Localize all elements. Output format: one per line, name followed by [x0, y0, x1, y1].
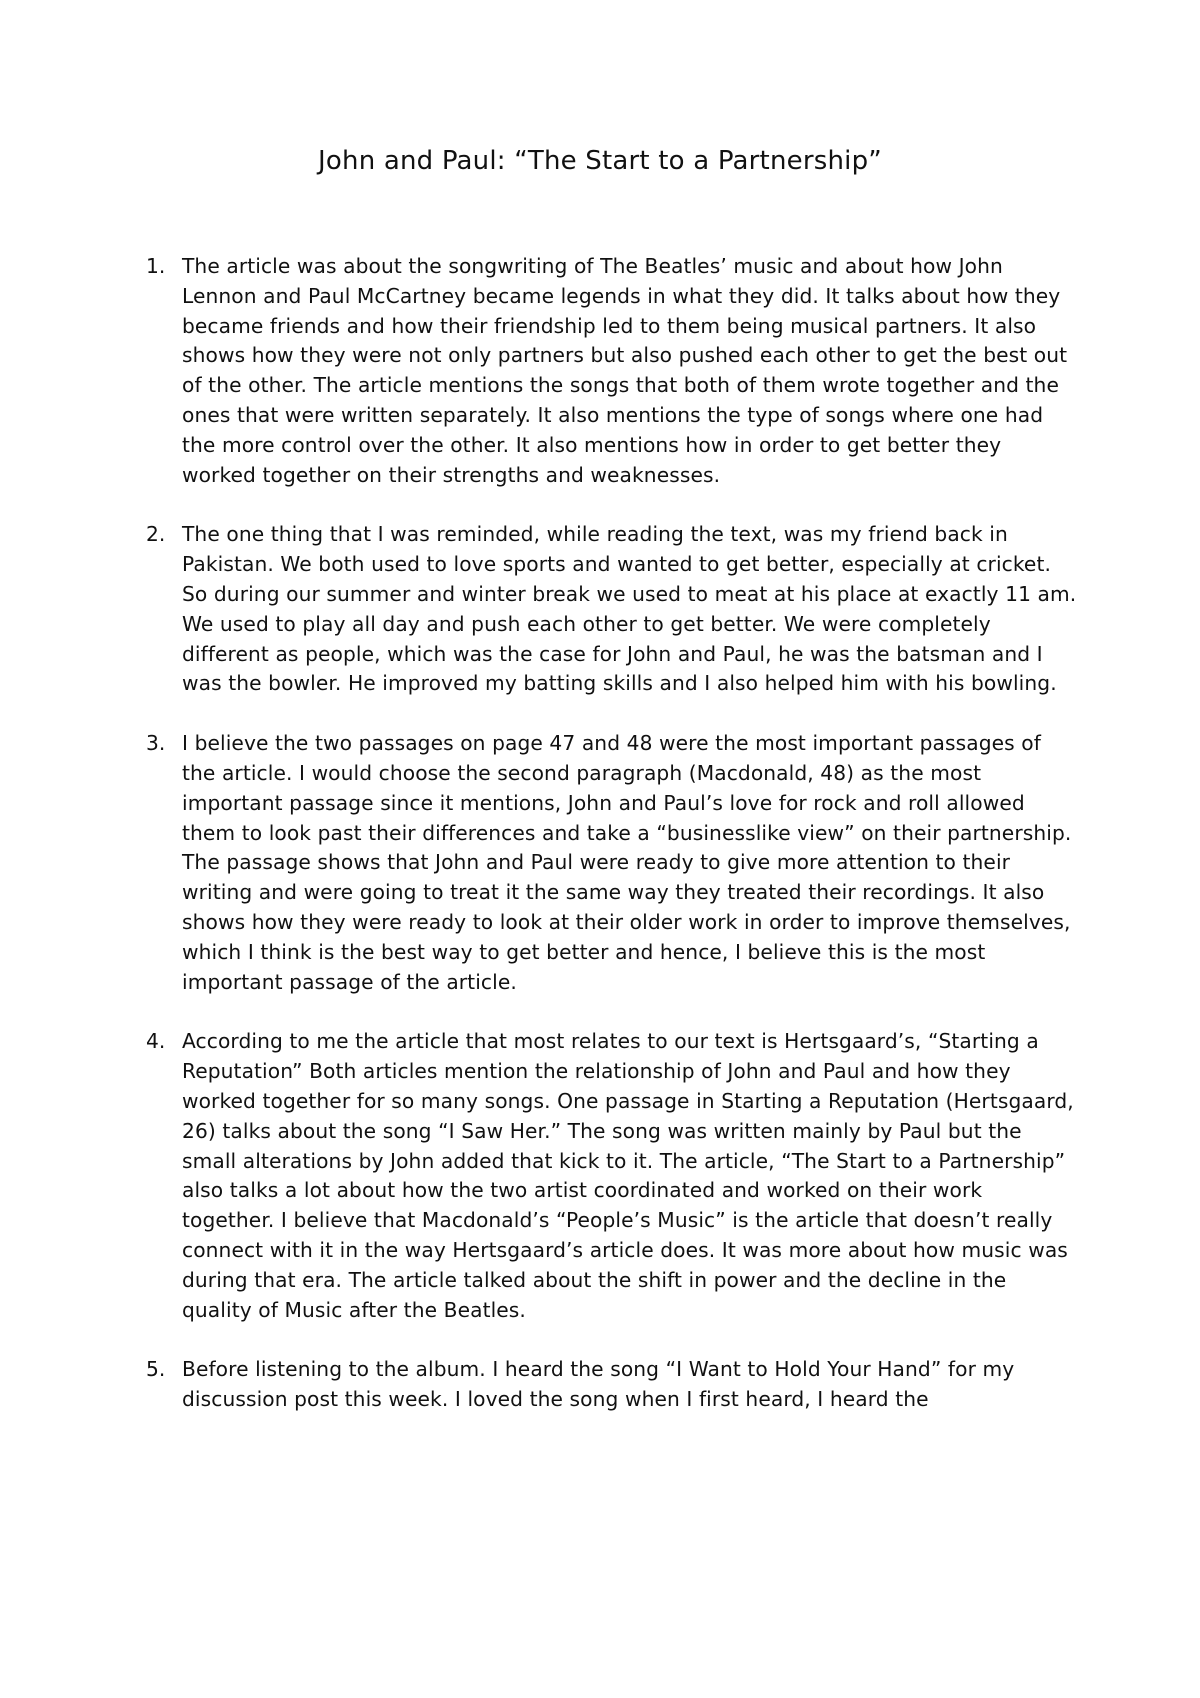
item-paragraph: Before listening to the album. I heard the song “I Want to Hold Your Hand” for my discussion post this week. I loved the song when I first heard, I heard the	[182, 1357, 1015, 1412]
list-item	[0, 252, 1200, 490]
item-paragraph: According to me the article that most relates to our text is Hertsgaard’s, “Starting a Reputation” Both articles mention the relationship of John and Paul and how they worked together for so many songs. One passage in Starting a Reputation (Hertsgaard, 26) talks about the song “I Saw Her.” The song was written mainly by Paul but the small alterations by John added that kick to it. The article, “The Start to a Partnership” also talks a lot about how the two artist coordinated and worked on their work together. I believe that Macdonald’s “People’s Music” is the article that doesn’t really connect with it in the way Hertsgaard’s article does. It was more about how music was during that era. The article talked about the shift in power and the decline in the quality of Music after the Beatles.	[182, 1029, 1074, 1322]
document-title: John and Paul: “The Start to a Partnership”	[318, 146, 882, 176]
item-paragraph: The article was about the songwriting of The Beatles’ music and about how John Lennon and Paul McCartney became legends in what they did. It talks about how they became friends and how their friendship led to them being musical partners. It also shows how they were not only partners but also pushed each other to get the best out of the other. The article mentions the songs that both of them wrote together and the ones that were written separately. It also mentions the type of songs where one had the more control over the other. It also mentions how in order to get better they worked together on their strengths and weaknesses.	[182, 254, 1068, 487]
item-number: 4.	[146, 1029, 166, 1054]
item-number: 5.	[146, 1357, 166, 1382]
list-item	[0, 520, 1200, 699]
list-item	[0, 1355, 1200, 1415]
item-paragraph: The one thing that I was reminded, while reading the text, was my friend back in Pakistan. We both used to love sports and wanted to get better, especially at cricket. So during our summer and winter break we used to meat at his place at exactly 11 am. We used to play all day and push each other to get better. We were completely different as people, which was the case for John and Paul, he was the batsman and I was the bowler. He improved my batting skills and I also helped him with his bowling.	[182, 522, 1077, 696]
list-item	[0, 1027, 1200, 1325]
item-number: 3.	[146, 731, 166, 756]
answer-list	[0, 252, 1200, 1445]
item-number: 2.	[146, 522, 166, 547]
item-paragraph: I believe the two passages on page 47 and 48 were the most important passages of the article. I would choose the second paragraph (Macdonald, 48) as the most important passage since it mentions, John and Paul’s love for rock and roll allowed them to look past their differences and take a “businesslike view” on their partnership. The passage shows that John and Paul were ready to give more attention to their writing and were going to treat it the same way they treated their recordings. It also shows how they were ready to look at their older work in order to improve themselves, which I think is the best way to get better and hence, I believe this is the most important passage of the article.	[182, 731, 1072, 994]
item-number: 1.	[146, 254, 166, 278]
list-item	[0, 729, 1200, 997]
